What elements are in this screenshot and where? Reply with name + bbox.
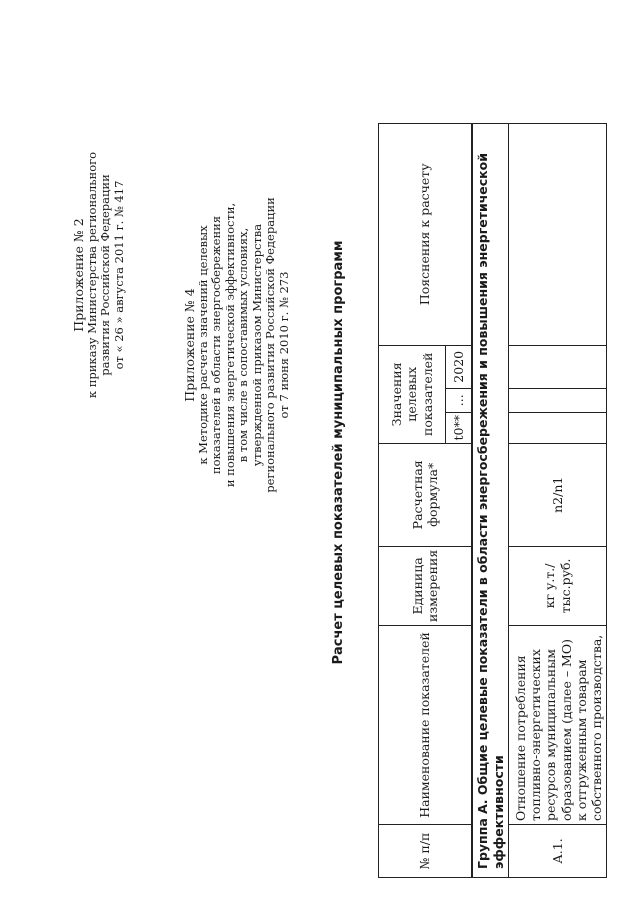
table-header-row: [379, 123, 446, 877]
appendix-4-line: регионального развития Российской Федерации: [263, 197, 277, 493]
cell-name: Отношение потребления топливно-энергетических ресурсов муниципальным образованием (далее – МО) к отгруженным товарам собственного производства,: [509, 626, 607, 825]
group-a-title: Группа А. Общие целевые показатели в области энергосбережения и повышения энергетической эффективности: [472, 123, 509, 877]
header-formula: Расчетная формула*: [379, 443, 473, 546]
appendix-2-line: от « 26 » августа 2011 г. № 417: [111, 180, 126, 370]
header-t0: t0**: [446, 412, 473, 443]
appendix-4-header: [183, 135, 291, 555]
cell-t0: [509, 412, 607, 443]
header-target-values: Значения целевых показателей: [379, 345, 446, 443]
appendix-2-line: к приказу Министерства регионального: [84, 151, 99, 399]
header-unit: Единица измерения: [379, 546, 473, 625]
appendix-4-line: показателей в области энергосбережения: [209, 215, 223, 475]
appendix-2-line: развития Российской Федерации: [98, 174, 112, 376]
cell-unit: кг у.т./ тыс.руб.: [509, 546, 607, 625]
group-a-row: [472, 123, 509, 877]
header-num: № п/п: [379, 825, 473, 878]
cell-dots: [509, 388, 607, 412]
appendix-4-line: в том числе в сопоставимых условиях,: [236, 227, 250, 463]
appendix-4-line: утвержденной приказом Министерства: [249, 223, 264, 467]
appendix-2-line: Приложение № 2: [71, 218, 86, 332]
appendix-4-line: и повышения энергетической эффективности,: [222, 202, 237, 488]
appendix-4-line: от 7 июня 2010 г. № 273: [276, 271, 291, 419]
table-row: [509, 123, 607, 877]
header-year-2020: 2020: [446, 345, 473, 388]
header-name: Наименование показателей: [379, 626, 473, 825]
cell-num: А.1.: [509, 825, 607, 878]
appendix-4-line: к Методике расчета значений целевых: [195, 225, 210, 465]
document-title: Расчет целевых показателей муниципальных программ: [331, 240, 346, 665]
appendix-4-line: Приложение № 4: [182, 288, 197, 402]
cell-explanations: [509, 123, 607, 345]
header-dots: ...: [446, 388, 473, 412]
indicators-table: [378, 123, 607, 878]
appendix-2-header: [72, 95, 126, 455]
header-explanations: Пояснения к расчету: [379, 123, 473, 345]
cell-formula: n2/n1: [509, 443, 607, 546]
cell-year-2020: [509, 345, 607, 388]
